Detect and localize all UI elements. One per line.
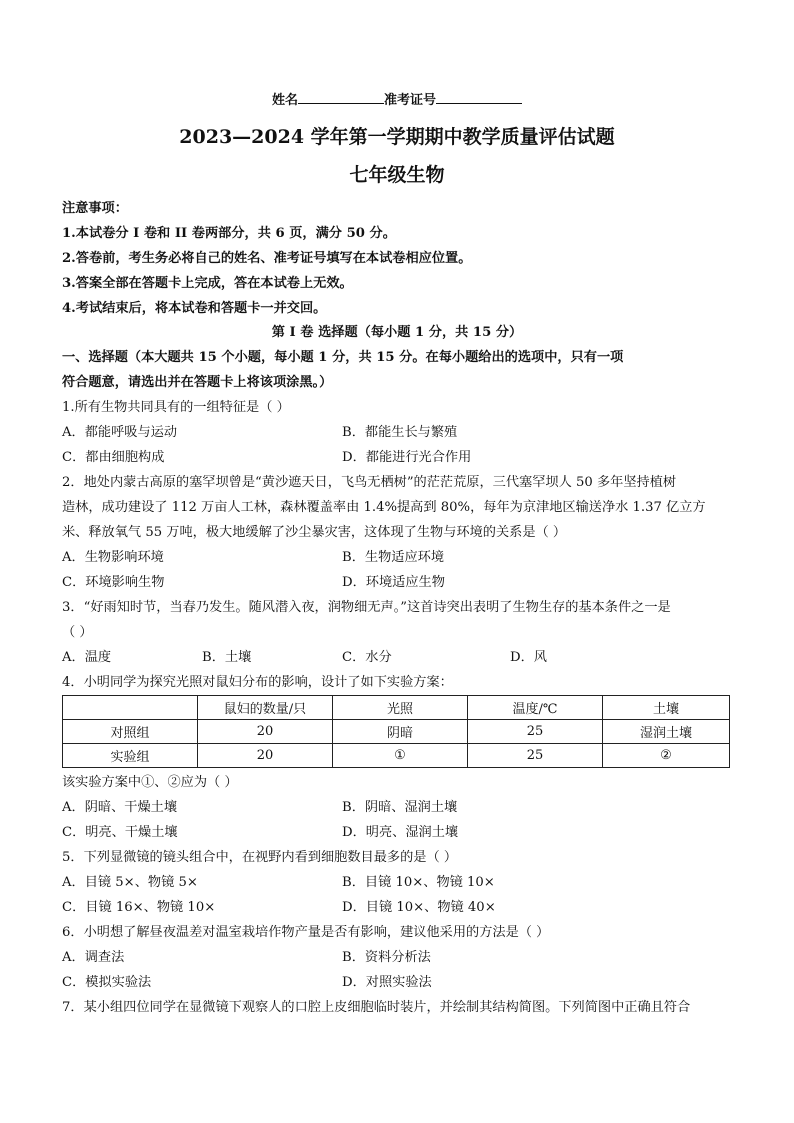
table-cell: 对照组 (63, 720, 198, 744)
table-header-cell: 光照 (333, 696, 468, 720)
option-a: A．温度 (62, 650, 112, 665)
question-2-stem: 造林，成功建设了 112 万亩人工林，森林覆盖率由 1.4%提高到 80%，每年为京津地区输送净水 1.37 亿立方 (62, 500, 706, 515)
option-c: C．都由细胞构成 (62, 450, 165, 465)
name-label: 姓名 (271, 93, 298, 108)
table-cell: 20 (198, 744, 333, 768)
question-3-stem: 3．“好雨知时节，当春乃发生。随风潜入夜，润物细无声。”这首诗突出表明了生物生存的基本条件之一是 (62, 600, 671, 615)
exam-no-blank[interactable] (436, 90, 522, 104)
table-header-row (63, 696, 730, 720)
name-line (0, 90, 794, 111)
section-intro: 一、选择题（本大题共 15 个小题，每小题 1 分，共 15 分。在每小题给出的选项中，只有一项 (62, 350, 624, 365)
table-cell: ② (603, 744, 730, 768)
question-5-stem: 5．下列显微镜的镜头组合中，在视野内看到细胞数目最多的是（ ） (62, 850, 458, 865)
option-d: D．目镜 10×、物镜 40× (342, 900, 496, 915)
option-b: B．目镜 10×、物镜 10× (342, 875, 495, 890)
table-header-cell: 土壤 (603, 696, 730, 720)
option-a: A．生物影响环境 (62, 550, 164, 565)
option-c: C．明亮、干燥土壤 (62, 825, 178, 840)
table-header-cell: 温度/℃ (468, 696, 603, 720)
experiment-table (62, 695, 730, 768)
exam-title: 2023—2024 学年第一学期期中教学质量评估试题 (179, 126, 615, 148)
option-b: B．阴暗、湿润土壤 (342, 800, 458, 815)
notice-item: 1.本试卷分 I 卷和 II 卷两部分，共 6 页，满分 50 分。 (62, 226, 396, 241)
question-4-stem: 4．小明同学为探究光照对鼠妇分布的影响，设计了如下实验方案： (62, 675, 453, 690)
question-4-follow: 该实验方案中①、②应为（ ） (62, 775, 238, 790)
option-c: C．模拟实验法 (62, 975, 152, 990)
exam-no-label: 准考证号 (384, 93, 437, 108)
option-d: D．风 (510, 650, 547, 665)
option-a: A．调查法 (62, 950, 125, 965)
option-c: C．水分 (342, 650, 392, 665)
section-heading: 第 I 卷 选择题（每小题 1 分，共 15 分） (271, 325, 523, 340)
notice-item: 4.考试结束后，将本试卷和答题卡一并交回。 (62, 301, 327, 316)
option-d: D．对照实验法 (342, 975, 432, 990)
table-cell: 25 (468, 720, 603, 744)
table-cell: 20 (198, 720, 333, 744)
table-header-cell: 鼠妇的数量/只 (198, 696, 333, 720)
option-a: A．目镜 5×、物镜 5× (62, 875, 198, 890)
question-6-stem: 6．小明想了解昼夜温差对温室栽培作物产量是否有影响，建议他采用的方法是（ ） (62, 925, 550, 940)
question-2-stem: 2．地处内蒙古高原的塞罕坝曾是“黄沙遮天日，飞鸟无栖树”的茫茫荒原，三代塞罕坝人 50 多年坚持植树 (62, 475, 677, 490)
option-b: B．都能生长与繁殖 (342, 425, 458, 440)
option-c: C．环境影响生物 (62, 575, 165, 590)
notice-item: 2.答卷前，考生务必将自己的姓名、准考证号填写在本试卷相应位置。 (62, 251, 472, 266)
table-row (63, 720, 730, 744)
section-intro: 符合题意，请选出并在答题卡上将该项涂黑。） (62, 375, 333, 390)
question-3-stem: （ ） (62, 625, 93, 640)
table-cell: 阴暗 (333, 720, 468, 744)
option-b: B．资料分析法 (342, 950, 431, 965)
option-b: B．生物适应环境 (342, 550, 445, 565)
option-d: D．都能进行光合作用 (342, 450, 472, 465)
option-c: C．目镜 16×、物镜 10× (62, 900, 216, 915)
exam-subtitle: 七年级生物 (349, 164, 445, 186)
option-a: A．阴暗、干燥土壤 (62, 800, 178, 815)
table-cell: 湿润土壤 (603, 720, 730, 744)
table-row (63, 744, 730, 768)
notice-item: 3.答案全部在答题卡上完成，答在本试卷上无效。 (62, 276, 353, 291)
option-d: D．环境适应生物 (342, 575, 445, 590)
table-cell: ① (333, 744, 468, 768)
option-b: B．土壤 (202, 650, 252, 665)
question-1-stem: 1.所有生物共同具有的一组特征是（ ） (62, 400, 290, 415)
notice-heading: 注意事项： (62, 201, 128, 216)
table-cell: 实验组 (63, 744, 198, 768)
question-7-stem: 7．某小组四位同学在显微镜下观察人的口腔上皮细胞临时装片，并绘制其结构简图。下列简图中正确且符合 (62, 1000, 691, 1015)
table-header-cell (63, 696, 198, 720)
table-cell: 25 (468, 744, 603, 768)
name-blank[interactable] (298, 90, 384, 104)
question-2-stem: 米、释放氧气 55 万吨，极大地缓解了沙尘暴灾害，这体现了生物与环境的关系是（ ） (62, 525, 567, 540)
option-d: D．明亮、湿润土壤 (342, 825, 459, 840)
option-a: A．都能呼吸与运动 (62, 425, 178, 440)
